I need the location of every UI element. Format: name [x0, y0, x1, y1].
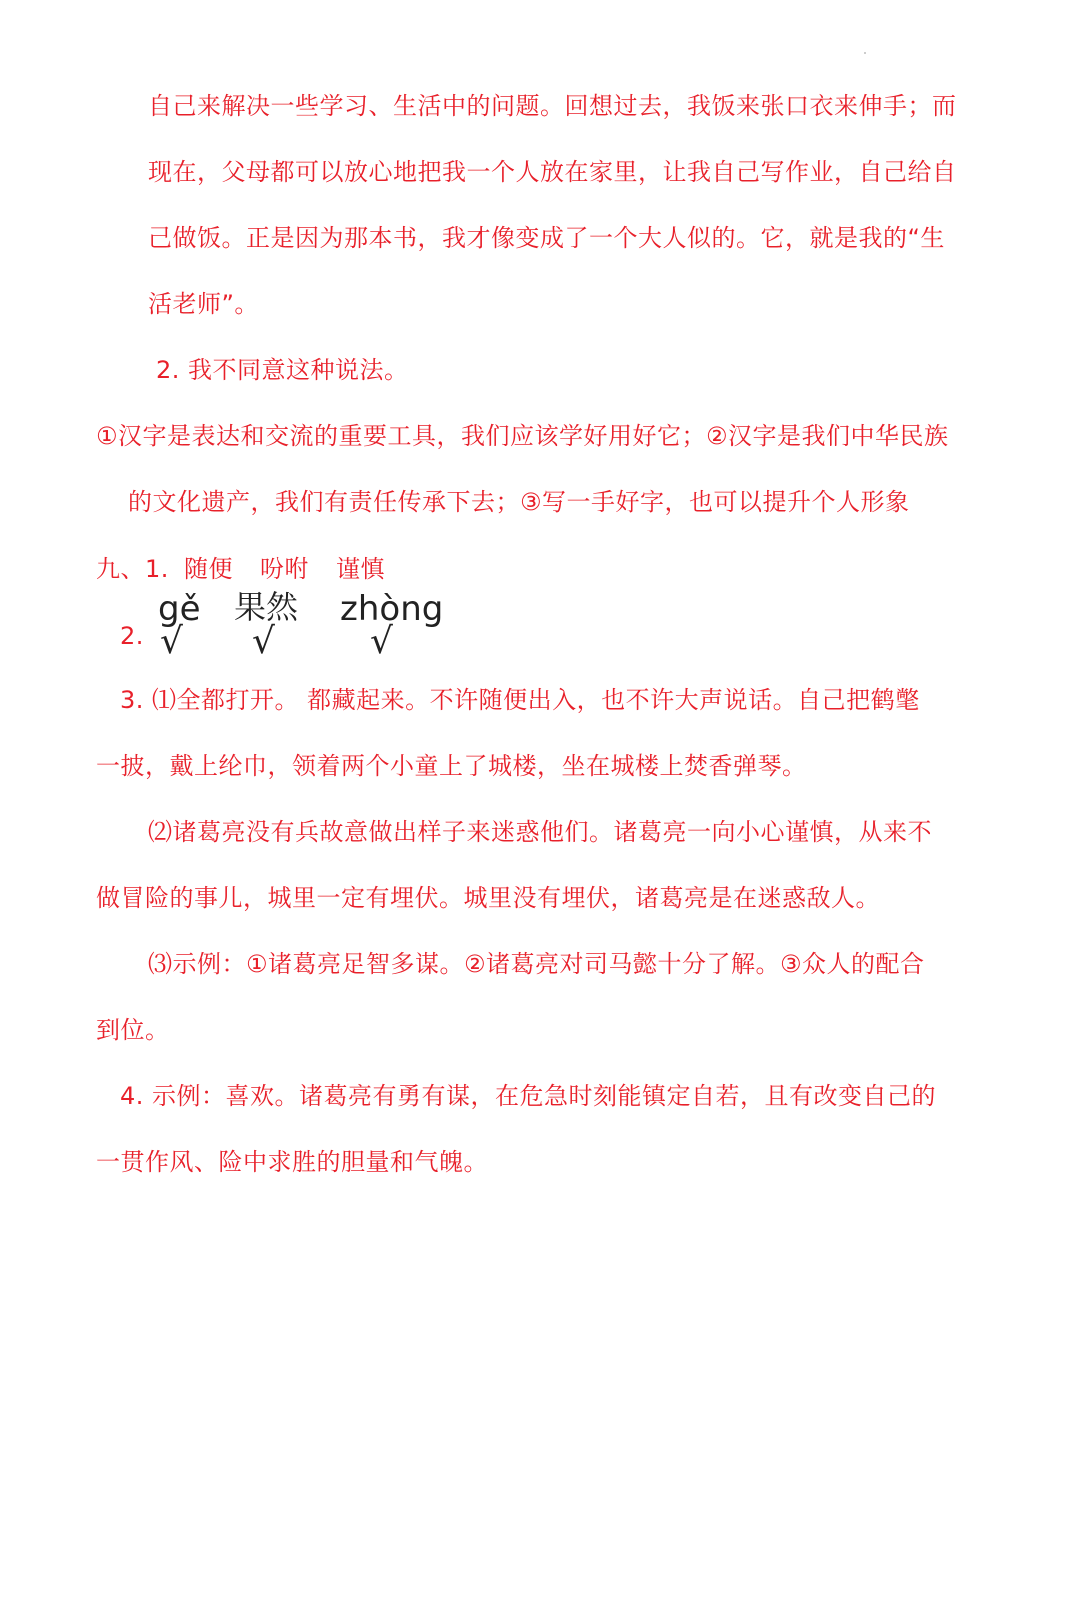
q3-part1-line-2: 一披，戴上纶巾，领着两个小童上了城楼，坐在城楼上焚香弹琴。 — [96, 752, 807, 780]
scan-speck — [864, 52, 866, 54]
word-answer-2: 果然 — [234, 588, 299, 626]
q4-line-1: 4. 示例：喜欢。诸葛亮有勇有谋，在危急时刻能镇定自若，且有改变自己的 — [120, 1082, 937, 1110]
q3-part2-line-1: ⑵诸葛亮没有兵故意做出样子来迷惑他们。诸葛亮一向小心谨慎，从来不 — [148, 818, 932, 846]
section-nine-q1-answer-2: 吩咐 — [260, 555, 309, 583]
answer-2-statement: 2. 我不同意这种说法。 — [156, 356, 409, 384]
check-mark-icon: √ — [370, 621, 393, 662]
pinyin-answer-3: zhòng — [340, 589, 444, 629]
q3-part1-line-1: 3. ⑴全都打开。 都藏起来。不许随便出入，也不许大声说话。自己把鹤氅 — [120, 686, 920, 714]
text-line-3: 己做饭。正是因为那本书，我才像变成了一个大人似的。它，就是我的“生 — [148, 224, 945, 252]
q4-line-2: 一贯作风、险中求胜的胆量和气魄。 — [96, 1148, 488, 1176]
q3-part3-line-1: ⑶示例：①诸葛亮足智多谋。②诸葛亮对司马懿十分了解。③众人的配合 — [148, 950, 925, 978]
answer-2-reason-line-1: ①汉字是表达和交流的重要工具，我们应该学好用好它；②汉字是我们中华民族 — [96, 422, 949, 450]
section-nine-q1-answer-3: 谨慎 — [336, 555, 385, 583]
text-line-2: 现在，父母都可以放心地把我一个人放在家里，让我自己写作业，自己给自 — [148, 158, 957, 186]
answer-2-reason-line-2: 的文化遗产，我们有责任传承下去；③写一手好字，也可以提升个人形象 — [128, 488, 910, 516]
pinyin-answer-1: gě — [158, 589, 201, 629]
section-nine-q2-label: 2. — [120, 622, 144, 650]
section-nine-q1-label: 九、1. — [96, 555, 169, 583]
q3-part2-line-2: 做冒险的事儿，城里一定有埋伏。城里没有埋伏，诸葛亮是在迷惑敌人。 — [96, 884, 880, 912]
section-nine-q1-answer-1: 随便 — [184, 555, 233, 583]
text-line-1: 自己来解决一些学习、生活中的问题。回想过去，我饭来张口衣来伸手；而 — [148, 92, 957, 120]
text-line-4: 活老师”。 — [148, 290, 259, 318]
check-mark-icon: √ — [160, 621, 183, 662]
check-mark-icon: √ — [252, 621, 275, 662]
q3-part3-line-2: 到位。 — [96, 1016, 170, 1044]
